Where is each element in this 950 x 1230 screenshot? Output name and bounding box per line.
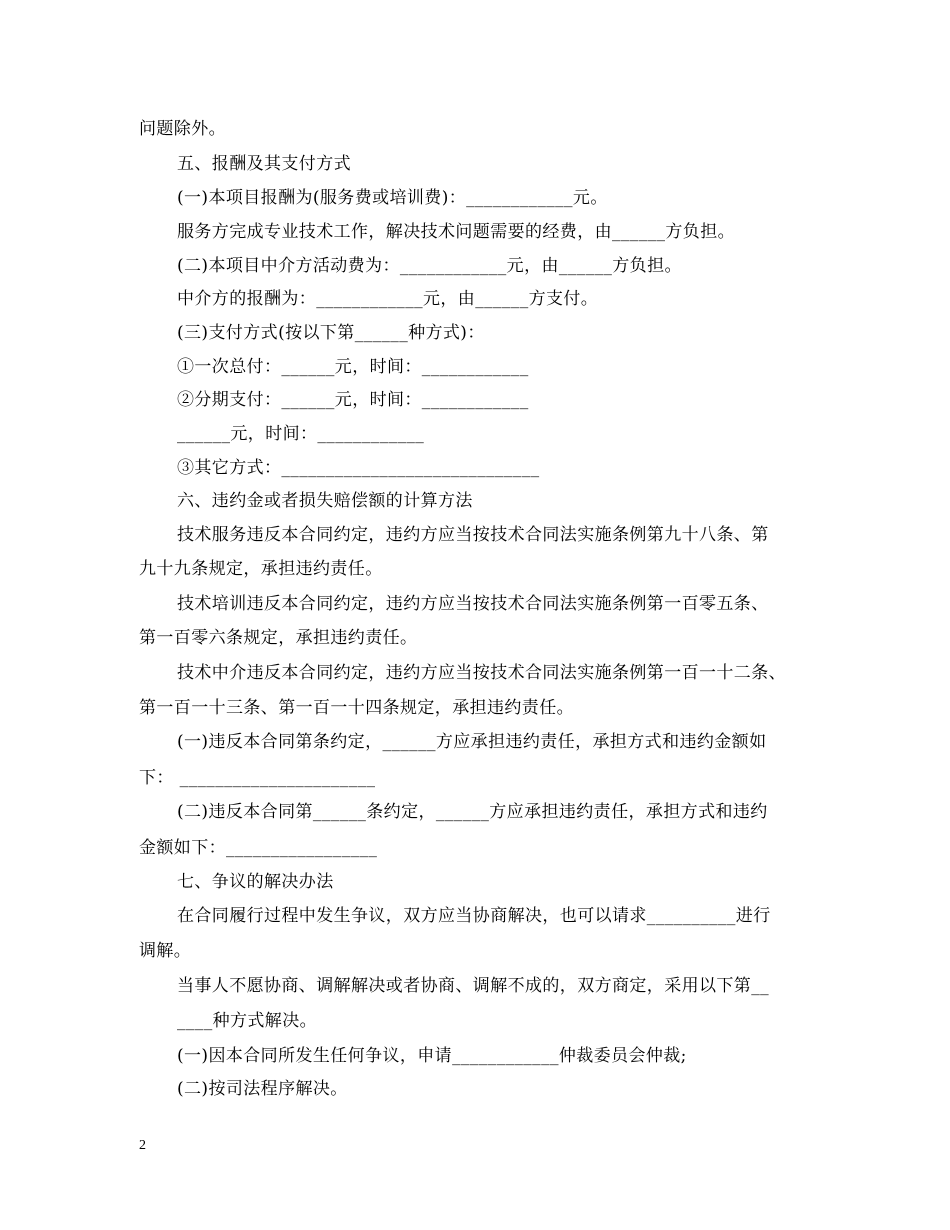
section-heading-6: 六、违约金或者损失赔偿额的计算方法 — [177, 491, 473, 511]
section-heading-5: 五、报酬及其支付方式 — [177, 154, 351, 174]
text-line: ②分期支付：______元，时间：____________ — [177, 390, 529, 410]
text-line: 当事人不愿协商、调解解决或者协商、调解不成的，双方商定，采用以下第__ — [177, 976, 769, 996]
text-line: 调解。 — [139, 941, 192, 961]
text-line: 问题除外。 — [139, 119, 226, 139]
text-line: ______元，时间：____________ — [177, 424, 425, 444]
text-line: 下： ______________________ — [139, 768, 376, 788]
text-line: (二)本项目中介方活动费为：____________元，由______方负担。 — [177, 256, 682, 276]
text-line: 金额如下：_________________ — [139, 838, 378, 858]
text-line: 在合同履行过程中发生争议，双方应当协商解决，也可以请求__________进行 — [177, 906, 771, 926]
text-line: 中介方的报酬为：____________元，由______方支付。 — [177, 289, 599, 309]
text-line: ____种方式解决。 — [177, 1011, 317, 1031]
text-line: 服务方完成专业技术工作，解决技术问题需要的经费，由______方负担。 — [177, 222, 735, 242]
text-line: (二)按司法程序解决。 — [177, 1079, 348, 1099]
text-line: (一)本项目报酬为(服务费或培训费)：____________元。 — [177, 188, 608, 208]
text-line: 技术中介违反本合同约定，违约方应当按技术合同法实施条例第一百一十二条、 — [177, 663, 786, 683]
text-line: 九十九条规定，承担违约责任。 — [139, 559, 383, 579]
text-line: (一)违反本合同第条约定，______方应承担违约责任，承担方式和违约金额如 — [177, 732, 767, 752]
text-line: (三)支付方式(按以下第______种方式)： — [177, 323, 485, 343]
text-line: ③其它方式：_____________________________ — [177, 458, 540, 478]
text-line: 技术服务违反本合同约定，违约方应当按技术合同法实施条例第九十八条、第 — [177, 525, 769, 545]
text-line: ①一次总付：______元，时间：____________ — [177, 357, 529, 377]
text-line: 技术培训违反本合同约定，违约方应当按技术合同法实施条例第一百零五条、 — [177, 594, 769, 614]
section-heading-7: 七、争议的解决办法 — [177, 872, 334, 892]
text-line: 第一百零六条规定，承担违约责任。 — [139, 628, 418, 648]
text-line: 第一百一十三条、第一百一十四条规定，承担违约责任。 — [139, 698, 574, 718]
text-line: (一)因本合同所发生任何争议，申请____________仲裁委员会仲裁; — [177, 1046, 687, 1066]
page-number: 2 — [139, 1138, 146, 1153]
text-line: (二)违反本合同第______条约定，______方应承担违约责任，承担方式和违约 — [177, 802, 768, 822]
